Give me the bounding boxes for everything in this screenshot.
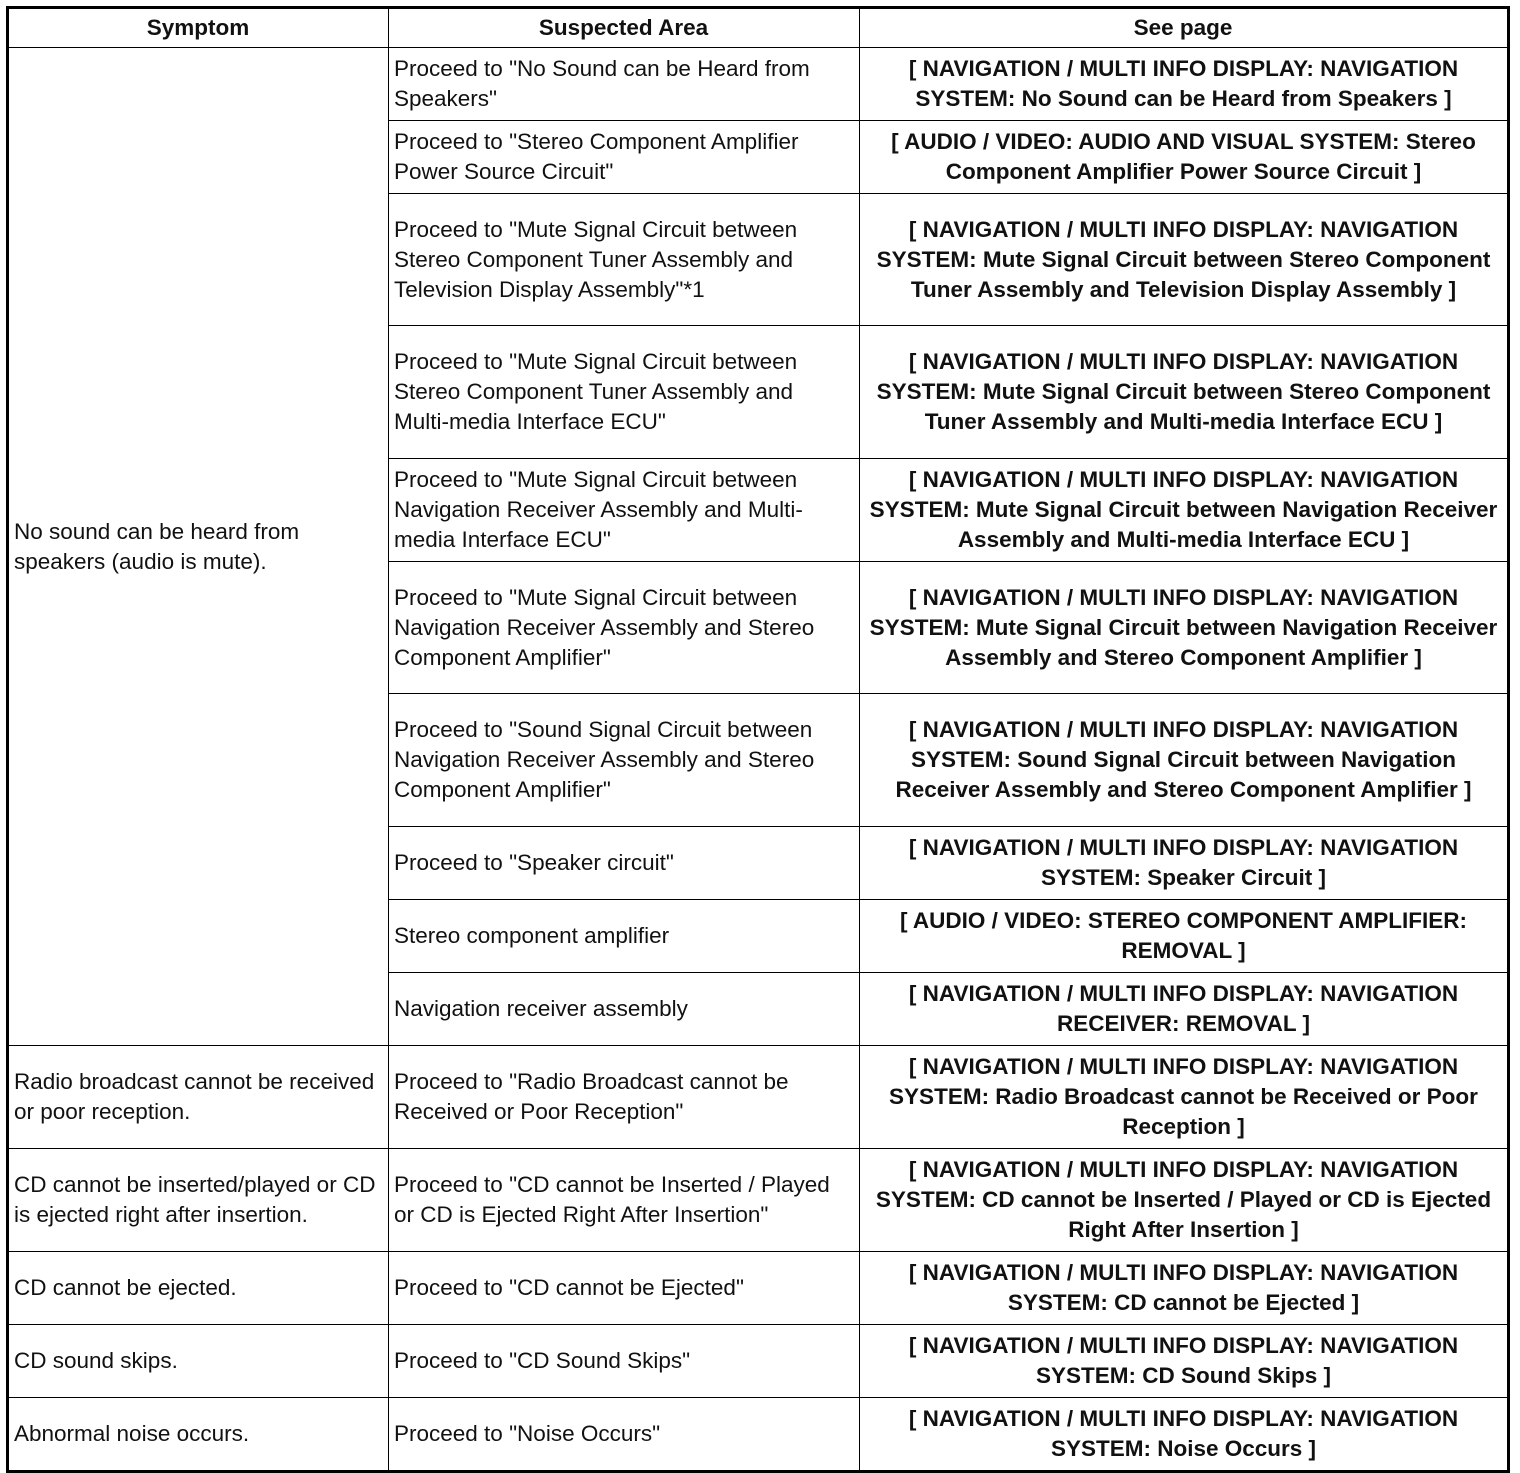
symptom-cell: Radio broadcast cannot be received or poor reception. bbox=[8, 1046, 389, 1149]
see-page-link[interactable]: [ NAVIGATION / MULTI INFO DISPLAY: NAVIGATION SYSTEM: Noise Occurs ] bbox=[860, 1398, 1509, 1472]
header-suspected-area: Suspected Area bbox=[389, 8, 860, 48]
suspected-area-cell: Proceed to "Sound Signal Circuit between Navigation Receiver Assembly and Stereo Component Amplifier" bbox=[389, 694, 860, 827]
suspected-area-cell: Proceed to "Stereo Component Amplifier Power Source Circuit" bbox=[389, 121, 860, 194]
see-page-link[interactable]: [ NAVIGATION / MULTI INFO DISPLAY: NAVIGATION SYSTEM: CD Sound Skips ] bbox=[860, 1325, 1509, 1398]
suspected-area-cell: Proceed to "Mute Signal Circuit between Navigation Receiver Assembly and Stereo Component Amplifier" bbox=[389, 562, 860, 694]
header-see-page: See page bbox=[860, 8, 1509, 48]
table-row bbox=[8, 1252, 1509, 1325]
symptom-cell: CD cannot be ejected. bbox=[8, 1252, 389, 1325]
document-page bbox=[6, 6, 1510, 1473]
see-page-link[interactable]: [ NAVIGATION / MULTI INFO DISPLAY: NAVIGATION SYSTEM: Mute Signal Circuit between Stereo Component Tuner Assembly and Television Display Assembly ] bbox=[860, 194, 1509, 326]
suspected-area-cell: Navigation receiver assembly bbox=[389, 973, 860, 1046]
see-page-link[interactable]: [ NAVIGATION / MULTI INFO DISPLAY: NAVIGATION RECEIVER: REMOVAL ] bbox=[860, 973, 1509, 1046]
see-page-link[interactable]: [ NAVIGATION / MULTI INFO DISPLAY: NAVIGATION SYSTEM: Radio Broadcast cannot be Received or Poor Reception ] bbox=[860, 1046, 1509, 1149]
suspected-area-cell: Proceed to "Mute Signal Circuit between Stereo Component Tuner Assembly and Multi-media Interface ECU" bbox=[389, 326, 860, 459]
suspected-area-cell: Proceed to "Mute Signal Circuit between Stereo Component Tuner Assembly and Television Display Assembly"*1 bbox=[389, 194, 860, 326]
suspected-area-cell: Proceed to "Speaker circuit" bbox=[389, 827, 860, 900]
suspected-area-cell: Proceed to "CD cannot be Ejected" bbox=[389, 1252, 860, 1325]
see-page-link[interactable]: [ NAVIGATION / MULTI INFO DISPLAY: NAVIGATION SYSTEM: Mute Signal Circuit between Navigation Receiver Assembly and Multi-media Interface ECU ] bbox=[860, 459, 1509, 562]
see-page-link[interactable]: [ NAVIGATION / MULTI INFO DISPLAY: NAVIGATION SYSTEM: CD cannot be Inserted / Played or CD is Ejected Right After Insertion ] bbox=[860, 1149, 1509, 1252]
suspected-area-cell: Proceed to "CD cannot be Inserted / Played or CD is Ejected Right After Insertion" bbox=[389, 1149, 860, 1252]
suspected-area-cell: Proceed to "Noise Occurs" bbox=[389, 1398, 860, 1472]
see-page-link[interactable]: [ AUDIO / VIDEO: AUDIO AND VISUAL SYSTEM: Stereo Component Amplifier Power Source Circuit ] bbox=[860, 121, 1509, 194]
table-row bbox=[8, 48, 1509, 121]
table-row bbox=[8, 1325, 1509, 1398]
problem-symptoms-table bbox=[6, 6, 1510, 1473]
table-row bbox=[8, 1149, 1509, 1252]
table-row bbox=[8, 1046, 1509, 1149]
symptom-cell: No sound can be heard from speakers (audio is mute). bbox=[8, 48, 389, 1046]
header-row bbox=[8, 8, 1509, 48]
symptom-cell: CD sound skips. bbox=[8, 1325, 389, 1398]
suspected-area-cell: Proceed to "No Sound can be Heard from Speakers" bbox=[389, 48, 860, 121]
table-row bbox=[8, 1398, 1509, 1472]
symptom-cell: Abnormal noise occurs. bbox=[8, 1398, 389, 1472]
see-page-link[interactable]: [ NAVIGATION / MULTI INFO DISPLAY: NAVIGATION SYSTEM: Mute Signal Circuit between Stereo Component Tuner Assembly and Multi-media Interface ECU ] bbox=[860, 326, 1509, 459]
suspected-area-cell: Proceed to "Radio Broadcast cannot be Received or Poor Reception" bbox=[389, 1046, 860, 1149]
suspected-area-cell: Proceed to "Mute Signal Circuit between Navigation Receiver Assembly and Multi-media Interface ECU" bbox=[389, 459, 860, 562]
header-symptom: Symptom bbox=[8, 8, 389, 48]
see-page-link[interactable]: [ NAVIGATION / MULTI INFO DISPLAY: NAVIGATION SYSTEM: Sound Signal Circuit between Navigation Receiver Assembly and Stereo Component Amplifier ] bbox=[860, 694, 1509, 827]
suspected-area-cell: Proceed to "CD Sound Skips" bbox=[389, 1325, 860, 1398]
symptom-cell: CD cannot be inserted/played or CD is ejected right after insertion. bbox=[8, 1149, 389, 1252]
see-page-link[interactable]: [ AUDIO / VIDEO: STEREO COMPONENT AMPLIFIER: REMOVAL ] bbox=[860, 900, 1509, 973]
see-page-link[interactable]: [ NAVIGATION / MULTI INFO DISPLAY: NAVIGATION SYSTEM: No Sound can be Heard from Speakers ] bbox=[860, 48, 1509, 121]
see-page-link[interactable]: [ NAVIGATION / MULTI INFO DISPLAY: NAVIGATION SYSTEM: CD cannot be Ejected ] bbox=[860, 1252, 1509, 1325]
suspected-area-cell: Stereo component amplifier bbox=[389, 900, 860, 973]
see-page-link[interactable]: [ NAVIGATION / MULTI INFO DISPLAY: NAVIGATION SYSTEM: Mute Signal Circuit between Navigation Receiver Assembly and Stereo Component Amplifier ] bbox=[860, 562, 1509, 694]
see-page-link[interactable]: [ NAVIGATION / MULTI INFO DISPLAY: NAVIGATION SYSTEM: Speaker Circuit ] bbox=[860, 827, 1509, 900]
